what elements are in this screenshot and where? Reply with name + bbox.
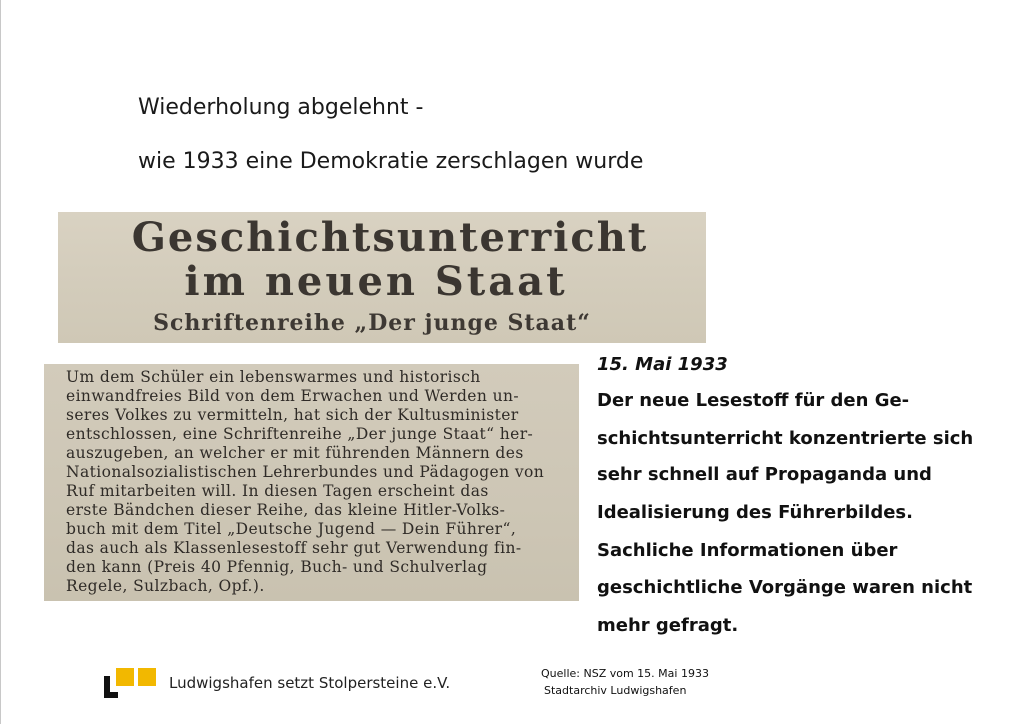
- logo-square: [138, 668, 156, 686]
- article-date: 15. Mai 1933: [597, 354, 728, 375]
- commentary-line: mehr gefragt.: [597, 615, 739, 636]
- clipping-text-line: Regele, Sulzbach, Opf.).: [66, 577, 265, 595]
- clipping-text-line: Um dem Schüler ein lebenswarmes und historisch: [66, 368, 481, 386]
- source-archive: Stadtarchiv Ludwigshafen: [544, 684, 687, 697]
- clipping-text-line: einwandfreies Bild von dem Erwachen und Werden un-: [66, 387, 519, 405]
- clipping-text-line: den kann (Preis 40 Pfennig, Buch- und Schulverlag: [66, 558, 488, 576]
- clipping-text-line: entschlossen, eine Schriftenreihe „Der junge Staat“ her-: [66, 425, 534, 443]
- commentary-line: sehr schnell auf Propaganda und: [597, 464, 932, 485]
- source-citation: Quelle: NSZ vom 15. Mai 1933: [541, 667, 709, 680]
- commentary-line: Der neue Lesestoff für den Ge-: [597, 390, 910, 411]
- logo-square: [116, 668, 134, 686]
- clipping-text-line: seres Volkes zu vermitteln, hat sich der Kultusminister: [66, 406, 519, 424]
- commentary-line: Sachliche Informationen über: [597, 540, 898, 561]
- clipping-text-line: auszugeben, an welcher er mit führenden Männern des: [66, 444, 524, 462]
- clipping-headline-line-1: Geschichtsunterricht: [131, 214, 649, 261]
- commentary-line: geschichtliche Vorgänge waren nicht: [597, 577, 973, 598]
- newspaper-headline-clipping: [58, 212, 706, 343]
- clipping-subheadline: Schriftenreihe „Der junge Staat“: [153, 310, 591, 336]
- clipping-text-line: Nationalsozialistischen Lehrerbundes und Pädagogen von: [66, 463, 545, 481]
- clipping-text-line: Ruf mitarbeiten will. In diesen Tagen erscheint das: [66, 482, 489, 500]
- clipping-text-line: erste Bändchen dieser Reihe, das kleine Hitler-Volks-: [66, 501, 506, 519]
- commentary-line: Idealisierung des Führerbildes.: [597, 502, 913, 523]
- slide-title-line-1: Wiederholung abgelehnt -: [138, 95, 424, 120]
- logo-bar: [104, 692, 118, 698]
- clipping-headline-line-2: im neuen Staat: [184, 258, 568, 305]
- stolpersteine-logo: [104, 668, 160, 698]
- clipping-text-line: buch mit dem Titel „Deutsche Jugend — Dein Führer“,: [66, 520, 517, 538]
- slide-border: [0, 0, 1, 724]
- organization-name: Ludwigshafen setzt Stolpersteine e.V.: [169, 674, 451, 692]
- slide-title-line-2: wie 1933 eine Demokratie zerschlagen wurde: [138, 149, 644, 174]
- newspaper-article-clipping: [44, 364, 579, 601]
- commentary-line: schichtsunterricht konzentrierte sich: [597, 428, 974, 449]
- clipping-text-line: das auch als Klassenlesestoff sehr gut Verwendung fin-: [66, 539, 522, 557]
